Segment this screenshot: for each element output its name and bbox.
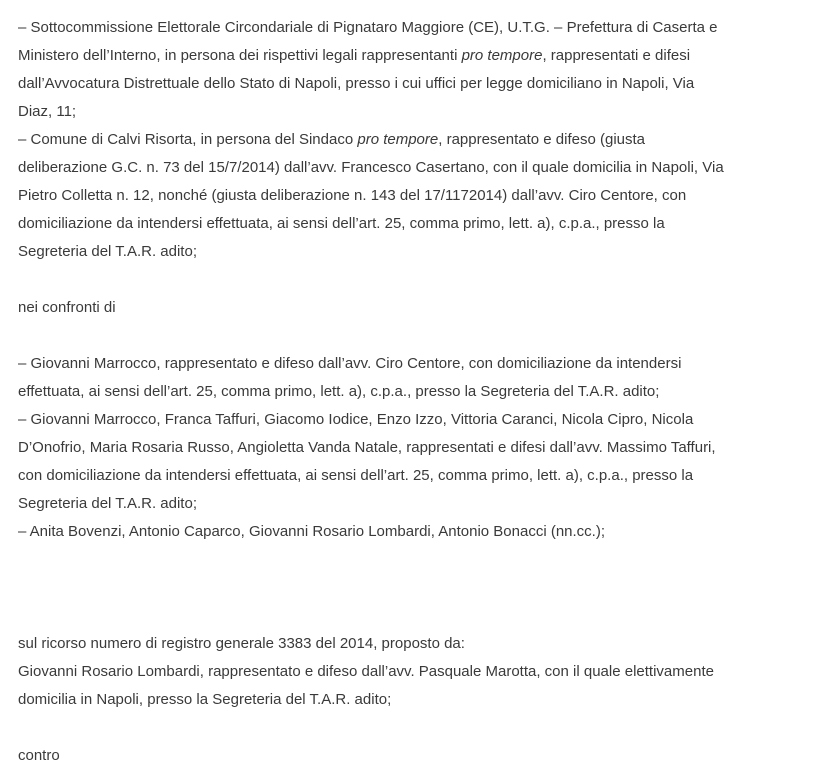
text-line: nei confronti di <box>18 299 116 316</box>
text-line: – Giovanni Marrocco, Franca Taffuri, Giacomo Iodice, Enzo Izzo, Vittoria Caranci, Nicola Cipro, Nicola <box>18 411 694 428</box>
text-line: – Sottocommissione Elettorale Circondariale di Pignataro Maggiore (CE), U.T.G. – Prefettura di Caserta e <box>18 19 718 36</box>
document-body <box>18 0 833 770</box>
text-line: – Anita Bovenzi, Antonio Caparco, Giovanni Rosario Lombardi, Antonio Bonacci (nn.cc.); <box>18 523 605 540</box>
text-segment: – Comune di Calvi Risorta, in persona del Sindaco <box>18 131 358 148</box>
text-segment: , rappresentati e difesi <box>542 47 691 64</box>
text-line: Giovanni Rosario Lombardi, rappresentato e difeso dall’avv. Pasquale Marotta, con il quale elettivamente <box>18 663 714 680</box>
text-line: D’Onofrio, Maria Rosaria Russo, Angioletta Vanda Natale, rappresentati e difesi dall’avv. Massimo Taffuri, <box>18 439 716 456</box>
text-line: contro <box>18 747 60 764</box>
paragraph-controinteressati <box>18 350 833 546</box>
text-segment: , rappresentato e difeso (giusta <box>438 131 646 148</box>
text-line: effettuata, ai sensi dell’art. 25, comma primo, lett. a), c.p.a., presso la Segreteria del T.A.R. adito; <box>18 383 660 400</box>
text-line <box>18 126 833 154</box>
text-line: Segreteria del T.A.R. adito; <box>18 495 197 512</box>
text-segment: Ministero dell’Interno, in persona dei rispettivi legali rappresentanti <box>18 47 462 64</box>
text-line: – Giovanni Marrocco, rappresentato e difeso dall’avv. Ciro Centore, con domiciliazione da intendersi <box>18 355 682 372</box>
italic-text: pro tempore <box>461 47 543 64</box>
text-line: dall’Avvocatura Distrettuale dello Stato di Napoli, presso i cui uffici per legge domiciliano in Napoli, Via <box>18 75 695 92</box>
text-line: con domiciliazione da intendersi effettuata, ai sensi dell’art. 25, comma primo, lett. a), c.p.a., presso la <box>18 467 694 484</box>
paragraph-ricorso <box>18 630 833 714</box>
text-line: Pietro Colletta n. 12, nonché (giusta deliberazione n. 143 del 17/1172014) dall’avv. Ciro Centore, con <box>18 187 687 204</box>
paragraph-comune <box>18 126 833 266</box>
italic-text: pro tempore <box>357 131 439 148</box>
heading-nei-confronti <box>18 294 833 322</box>
text-line: sul ricorso numero di registro generale 3383 del 2014, proposto da: <box>18 635 465 652</box>
text-line: domicilia in Napoli, presso la Segreteria del T.A.R. adito; <box>18 691 392 708</box>
text-line: deliberazione G.C. n. 73 del 15/7/2014) dall’avv. Francesco Casertano, con il quale domicilia in Napoli, Via <box>18 159 724 176</box>
heading-contro <box>18 742 833 770</box>
text-line: Segreteria del T.A.R. adito; <box>18 243 197 260</box>
paragraph-sottocommissione <box>18 14 833 126</box>
text-line: domiciliazione da intendersi effettuata, ai sensi dell’art. 25, comma primo, lett. a), c.p.a., presso la <box>18 215 665 232</box>
text-line: Diaz, 11; <box>18 103 77 120</box>
text-line <box>18 42 833 70</box>
